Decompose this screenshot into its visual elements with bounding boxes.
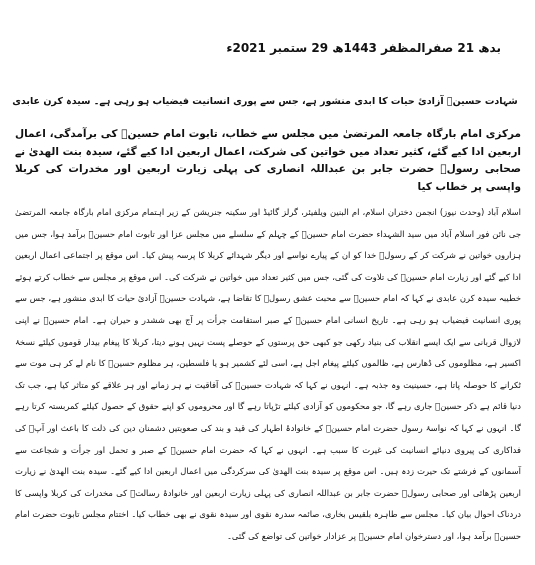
summary-subheading: مرکزی امام بارگاہ جامعہ المرتضیٰ میں مجلس سے خطاب، تابوت امام حسینؑ کی برآمدگی، اعمال اربعین ادا کیے گئے، کثیر تعداد میں خواتین کی شرکت، اعمال اربعین ادا کیے گئے، سیدہ بنت الھدیٰ نے صحابی رسولؐ حضرت جابر بن عبداللہ انصاری کی پہلی زیارت اربعین اور مخدرات کی کربلا واپسی پر خطاب کیا	[15, 128, 521, 193]
headline: شہادت حسینؑ آزادئ حیات کا ابدی منشور ہے، جس سے پوری انسانیت فیضیاب ہو رہی ہے۔ سیدہ کرن عابدی	[12, 96, 518, 107]
body-paragraph: اسلام آباد (وحدت نیوز) انجمن دختران اسلام، ام البنین ویلفیئر، گرلز گائیڈ اور سکینہ جنریشن کے زیر اہتمام مرکزی امام بارگاہ جامعہ المرتضیٰ جی نائن فور اسلام آباد میں سید الشہداء حضرت امام حسینؑ کے چہلم کے سلسلے میں مجلس عزا اور تابوت امام حسینؑ برآمد ہوا، جس میں ہزاروں خواتین نے شرکت کر کے رسولؐ خدا کو ان کے پیارے نواسے اور دیگر شہدائے کربلا کا پرسہ پیش کیا۔ اس موقع پر اجتماعی اعمال اربعین ادا کیے گئے اور زیارت امام حسینؑ کی تلاوت کی گئی، جس میں کثیر تعداد میں خواتین نے شرکت کی۔ اس موقع پر مجلس سے خطاب کرتے ہوئے خطیبہ سیدہ کرن عابدی نے کہا کہ امام حسینؑ سے محبت عشق رسولؐ کا تقاضا ہے، شہادت حسینؑ آزادئ حیات کا ابدی منشور ہے، جس سے پوری انسانیت فیضیاب ہو رہی ہے۔ تاریخ انسانی امام حسینؑ کے صبر استقامت جرأت پر آج بھی ششدر و حیران ہے۔ امام حسینؑ نے اپنی لازوال قربانی سے ایک ایسے انقلاب کی بنیاد رکھی جو کبھی حق پرستوں کے حوصلے پست نہیں ہونے دیتا، کربلا کا پیغام بیدار قوموں کیلئے نسخۂ اکسیر ہے، مظلوموں کی ڈھارس ہے، ظالموں کیلئے پیغام اجل ہے، اسی لئے کشمیر ہو یا فلسطین، ہر مظلوم حسینؑ کا نام لے کر ہی موت سے ٹکرانے کا حوصلہ پاتا ہے، حسینیت وہ جذبہ ہے۔ انہوں نے کہا کہ شہادت حسینؑ کی آفاقیت نے ہر زمانے اور ہر علاقے کو متاثر کیا ہے، جب تک دنیا قائم ہے ذکر حسینؑ جاری رہے گا، جو محکوموں کو آزادی کیلئے تڑپاتا رہے گا اور محروموں کو اپنے حقوق کے حصول کیلئے کمربستہ کرتا رہے گا۔ انہوں نے کہا کہ نواسۂ رسول حضرت امام حسینؑ کے خانوادۂ اطہار کی قید و بند کی صعوبتیں دشمنان دین کی ذلت کا باعث اور آپؑ کی فداکاری کی پیروی دنیائے انسانیت کی غیرت کا سبب ہے۔ انہوں نے کہا کہ حضرت امام حسینؑ کے صبر و تحمل اور جرأت و شجاعت سے آسمانوں کے فرشتے تک حیرت زدہ ہیں۔ اس موقع پر سیدہ بنت الھدیٰ کی سرکردگی میں اعمال اربعین ادا کیے گئے۔ سیدہ بنت الھدیٰ نے زیارت اربعین پڑھائی اور صحابی رسولؐ حضرت جابر بن عبداللہ انصاری کی پہلی زیارت اربعین اور خانوادۂ رسالتؐ کی مخدرات کی کربلا واپسی کا دردناک احوال بیان کیا۔ مجلس سے طاہرہ بلقیس بخاری، صائمہ سدرہ نقوی اور سیدہ نقوی نے بھی خطاب کیا۔ اختتام مجلس تابوت حضرت امام حسینؑ برآمد ہوا، اور دسترخوان امام حسینؑ پر عزادار خواتین کی تواضع کی گئی۔	[15, 207, 521, 541]
dateline: بدھ 21 صفرالمظفر 1443ھ 29 ستمبر 2021ء	[226, 41, 501, 55]
article-body	[15, 202, 521, 548]
